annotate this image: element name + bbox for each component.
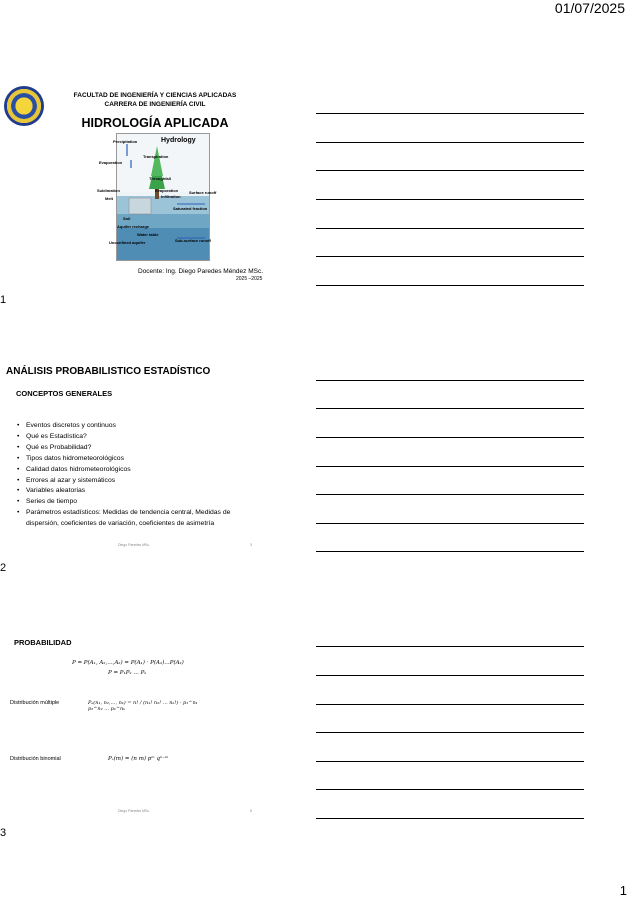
diagram-title: Hydrology: [161, 137, 196, 144]
label-saturated-fraction: Saturated fraction: [173, 206, 208, 211]
teacher-name: Docente: Ing. Diego Paredes Méndez MSc.: [138, 268, 264, 275]
print-date: 01/07/2025: [554, 0, 625, 16]
slide-number-1: 1: [0, 294, 7, 306]
slide-number-2: 2: [0, 562, 7, 574]
faculty-name: FACULTAD DE INGENIERÍA Y CIENCIAS APLICADAS: [73, 92, 237, 99]
label-subsurface-runoff: Sub-surface runoff: [175, 238, 211, 243]
multiple-distribution-label: Distribución múltiple: [10, 700, 60, 706]
label-evaporation-2: Evaporation: [155, 188, 179, 193]
label-melt: Melt: [105, 196, 113, 201]
slide-number-3: 3: [0, 827, 7, 839]
label-aquifer-recharge: Aquifer recharge: [117, 224, 150, 229]
label-surface-runoff: Surface runoff: [189, 190, 217, 195]
label-transpiration: Transpiration: [143, 154, 169, 159]
binomial-distribution-label: Distribución binomial: [10, 756, 61, 762]
label-unconfined-aquifer: Unconfined aquifer: [109, 240, 146, 245]
list-item: • Tipos datos hidrometeorológicos: [16, 454, 256, 465]
formula-binomial: Pₓ(m) = (n m) pᵐ qⁿ⁻ᵐ: [108, 756, 169, 762]
list-item: • Qué es Estadística?: [16, 432, 256, 443]
academic-years: 2025 –2025: [236, 276, 263, 282]
hydrology-diagram: [97, 133, 217, 261]
label-throughfall: Throughfall: [149, 176, 171, 181]
slide3-footer-page: 5: [250, 809, 252, 813]
label-water-table: Water table: [137, 232, 159, 237]
list-item: • Qué es Probabilidad?: [16, 443, 256, 454]
slide3-footer-author: Diego Paredes MSc.: [118, 809, 151, 813]
label-evaporation: Evaporation: [99, 160, 123, 165]
slide3-title: PROBABILIDAD: [14, 638, 72, 647]
list-item: • Errores al azar y sistemáticos: [16, 476, 256, 487]
label-infiltration: Infiltration: [161, 194, 181, 199]
career-name: CARRERA DE INGENIERÍA CIVIL: [104, 101, 206, 108]
list-item: • Parámetros estadísticos: Medidas de tendencia central, Medidas de dispersión, coeficientes de variación, coeficientes de asimetría: [16, 508, 256, 530]
slide2-footer-author: Diego Paredes MSc.: [118, 543, 151, 547]
slide2-subtitle: CONCEPTOS GENERALES: [16, 389, 113, 398]
course-title: HIDROLOGÍA APLICADA: [81, 116, 229, 130]
concepts-list: [16, 421, 256, 530]
formula-product: P = P₁P₂ … Pₖ: [108, 670, 147, 676]
list-item: • Calidad datos hidrometeorológicos: [16, 465, 256, 476]
formula-multinomial: Pₑ(n₁, n₂,…, nₖ) = n! / (n₁! n₂! … nₖ!) · p₁^n₁ p₂^n₂ … pₖ^nₖ: [88, 700, 198, 712]
formula-joint-probability: P = P(A₁, A₂,…,Aₖ) = P(A₁) · P(A₂)…P(Aₖ): [72, 660, 184, 666]
page-number: 1: [619, 883, 627, 898]
list-item: • Eventos discretos y continuos: [16, 421, 256, 432]
label-sublimation: Sublimation: [97, 188, 120, 193]
slide2-title: ANÁLISIS PROBABILISTICO ESTADÍSTICO: [6, 366, 211, 377]
label-precipitation: Precipitation: [113, 139, 138, 144]
label-soil: Soil: [123, 216, 131, 221]
list-item: • Variables aleatorias: [16, 486, 256, 497]
slide2-footer-page: 3: [250, 543, 252, 547]
list-item: • Series de tiempo: [16, 497, 256, 508]
